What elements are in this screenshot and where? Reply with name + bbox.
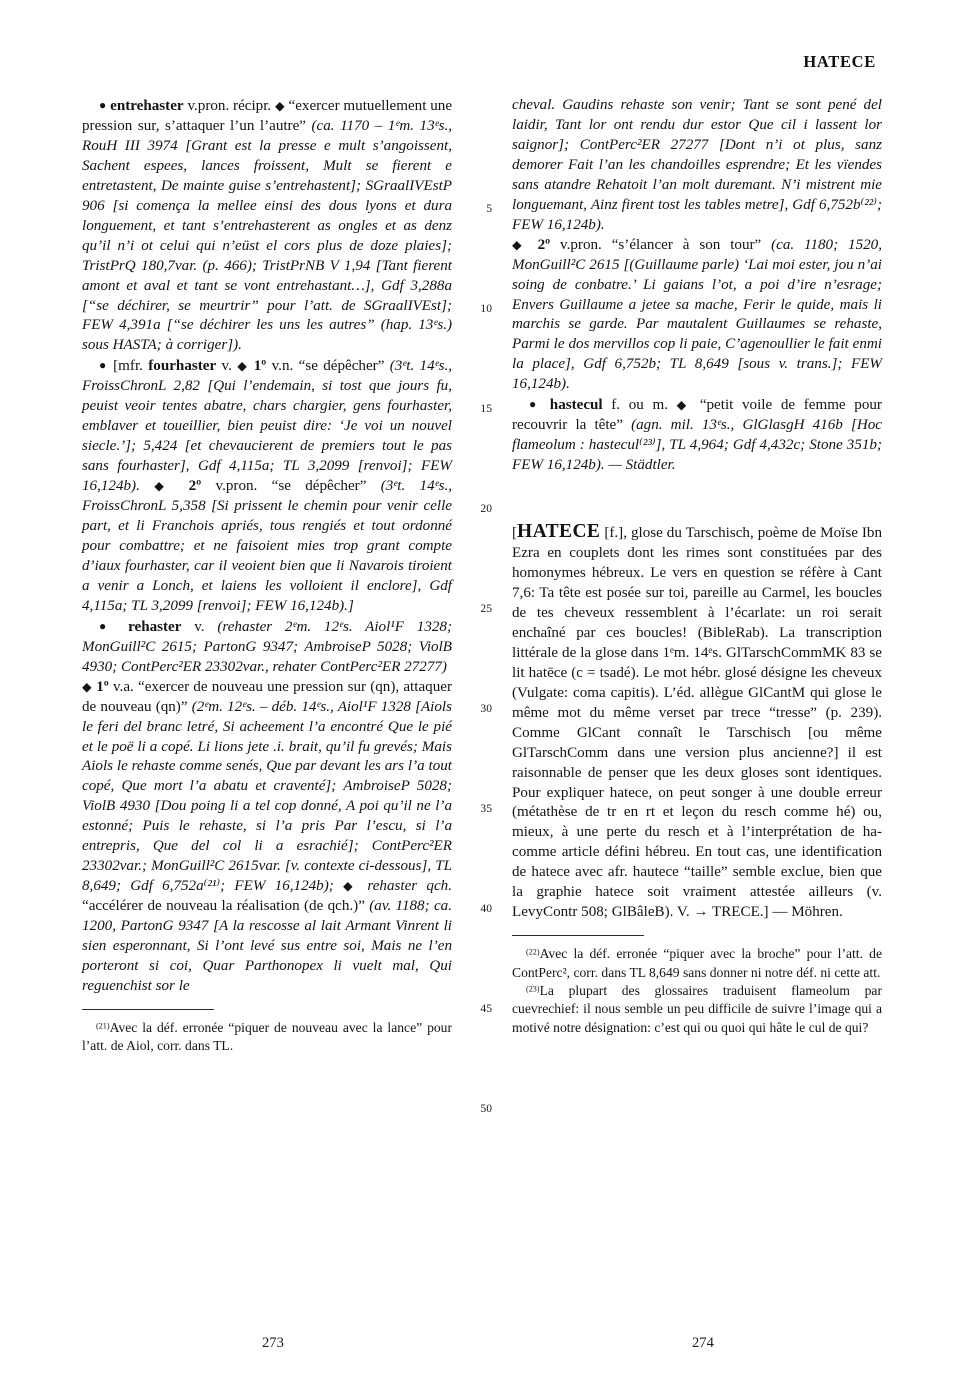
sense-number: 2º: [537, 236, 551, 253]
sense-diamond-icon: ◆: [343, 879, 359, 894]
footnote-marker: (23): [526, 984, 540, 994]
definition: “petit voile de femme pour recouvrir la tête”: [512, 397, 882, 434]
headword-hatece: HATECE: [517, 521, 601, 543]
column-right: [512, 96, 882, 1037]
sense-diamond-icon: ◆: [82, 679, 93, 694]
rehaster-continuation: [512, 96, 882, 236]
folio-right: 274: [692, 1335, 714, 1351]
sense-attestations: (3ᵉt. 14ᵉs., FroissChronL 2,82 [Qui l’endemain, si tost que jours fu, peuist veoir tentes abatre, chars chargier, gens fourhaster, emblaver et toueillier, bien peuist dire: ‘Je voi un nouvel siecle.’]; 5,424 [et chevaucierent de premiers tout le pas sans fourhaster], Gdf 4,115a; TL 3,2099 [renvoi]; FEW 16,124b).: [82, 358, 453, 495]
sense-diamond-icon: ◆: [512, 237, 528, 252]
footnote-rule: [512, 935, 644, 936]
footnote-marker: (21): [96, 1021, 110, 1031]
entry-entrehaster: [82, 96, 452, 356]
sense-grammar: v.pron.: [560, 236, 602, 253]
line-number: 5: [486, 202, 492, 215]
entry-bullet-icon: ●: [99, 98, 107, 112]
sense-number: 1º: [253, 358, 267, 375]
grammar-label: f. ou m.: [611, 397, 668, 414]
entry-body: , glose du Tarschisch, poème de Moïse Ibn Ezra en couplets dont les rimes sont constituées par des homonymes hébreux. Le vers en question se réfère à Cant 7,6: Ta tête est posée sur toi, pareille au Carmel, les boucles de tes cheveux ressemblent à l’écarlate: un roi serait enchaîné par ces boucles! (BibleRab). La transcription littérale de la glose dans 1ᵉm. 14ᵉs. GlTarschCommMK 83 se lit hatēce (c = tsadé). Le mot hébr. glosé désigne les cheveux (Vulgate: coma capitis). L’éd. allègue GlCantM qui glose le même mot du même verset par trece “tresse” (p. 239). Comme GlCant connaît le Tarschisch [ou même GlTarschComm dans une version plus ancienne?] il est raisonnable de penser que les deux gloses sont identiques. Pour expliquer hatece, on peut songer à une double erreur (métathèse de tr en rt et leçon du resch comme hé) ou, mieux, à une perte du resch et à l’interprétation de ha- comme article défini hébreu. En tout cas, une identification de hatece avec afr. hautece “taille” semble exclue, bien que la graphie hatece soit vraiment attestée ailleurs (v. LevyContr 508; GlBâleB). V. → TRECE.] — Möhren.: [512, 525, 882, 921]
line-number: 50: [480, 1102, 492, 1115]
footnote-text: Avec la déf. erronée “piquer avec la broche” pour l’att. de ContPerc², corr. dans TL 8,649 sans donner ni notre déf. ni cette att.: [512, 946, 882, 980]
headword: rehaster: [128, 618, 182, 635]
sense-definition: “exercer de nouveau une pression sur (qn), attaquer de nouveau (qn)”: [82, 678, 452, 715]
folio-left: 273: [262, 1335, 284, 1351]
sense-attestations: (ca. 1180; 1520, MonGuill²C 2615 [(Guillaume parle) ‘Lai moi ester, jou n’ai soing de conbatre.’ Li gaians l’ot, a poi d’ire n’esrage; Envers Guillaume a jetee sa mache, Ferir le quide, mais li marchis se garde. Par mautalent Guillaumes se rehaste, Parmi le dos mervillos cop li paie, C’agenoullier le fait enmi la place], Gdf 6,752b; TL 8,649 [sous v. trans.]; FEW 16,124b).: [512, 236, 882, 393]
line-number: 15: [480, 402, 492, 415]
headword: fourhaster: [148, 358, 217, 375]
bracket-open: [: [512, 525, 518, 542]
entry-rehaster: [82, 617, 452, 678]
sense-attestations: (2ᵉm. 12ᵉs. – déb. 14ᵉs., Aiol¹F 1328 [Aiols le feri del branc letré, Si acheement l’a encontré Que le pié et le poë li a copé. Li lions jete .i. brait, qu’il fu grevés; Mais Aiols le rehaste comme senés, Que par devant les ars l’a tout copé, Que mort l’a abatu et craventé]; AmbroiseP 5028; ViolB 4930 [Dou poing li a tel cop donné, A poi qu’il ne l’a estonné; Puis le rehaste, si l’a pris Par l’escu, si l’a entrepris, Que del col li a esrachié]; ContPerc²ER 23302var.; MonGuill²C 2615var. [v. contexte ci-dessous], TL 8,649; Gdf 6,752a⁽²¹⁾; FEW 16,124b);: [82, 698, 452, 895]
variant-forms: (rehaster 2ᵉm. 12ᵉs. Aiol¹F 1328; MonGuill²C 2615; PartonG 9347; AmbroiseP 5028; ViolB 4930; ContPerc²ER 23302var., rehater ContPerc²ER 27277): [82, 618, 453, 675]
subsense-definition: “accélérer de nouveau la réalisation (de qch.)”: [82, 898, 365, 915]
entry-bullet-icon: ●: [99, 358, 108, 373]
entry-fourhaster: [82, 356, 452, 616]
footnote-text: La plupart des glossaires traduisent flameolum par cuevrechief: il nous semble un peu difficile de suivre l’image qui a motivé notre désignation: c’est qui ou quoi qui hâte le cul de qui?: [512, 982, 882, 1035]
line-number: 40: [480, 902, 492, 915]
column-left: [82, 96, 452, 1056]
entry-bullet-icon: ●: [99, 618, 116, 633]
entry-hatece: [512, 522, 882, 923]
entry-spacer: [512, 476, 882, 522]
footnote-21: [82, 1019, 452, 1056]
line-number: 30: [480, 702, 492, 715]
sense-diamond-icon: ◆: [676, 398, 692, 413]
grammar-label: v.: [194, 618, 205, 635]
grammar-label: v.pron. récipr.: [187, 98, 272, 114]
subsense-attestations: (av. 1188; ca. 1200, PartonG 9347 [A la rescosse al lait Armant Vinrent li sien esperonnant, Si l’ont levé sus entre soi, Mais ne l’en porteront si coi, Quar Parthonopex li vuelt mal, Qui reguenchist sor le: [82, 898, 452, 994]
entry-hastecul: [512, 395, 882, 476]
bracket-open: [mfr.: [113, 358, 143, 375]
footnote-text: Avec la déf. erronée “piquer de nouveau avec la lance” pour l’att. de Aiol, corr. dans TL.: [82, 1019, 452, 1054]
sense-attestations: (3ᵉt. 14ᵉs., FroissChronL 5,358 [Si prissent le chemin pour venir celle part, et li Franchois apriés, tous rengiés et tout ordonné pour combattre; et ne faisoient mies trop grant compte d’iaux fourhaster, car il veoient bien que li Navarois tiroient a venir a Lonch, et laiens les volloient il enclore], Gdf 4,115a; TL 3,2099 [renvoi]; FEW 16,124b).]: [82, 478, 453, 614]
entry-rehaster-senses: [82, 678, 452, 997]
footnote-rule: [82, 1009, 214, 1010]
sense-diamond-icon: ◆: [237, 359, 249, 374]
grammar-label: v.: [221, 358, 232, 375]
footnotes-right: [512, 935, 882, 1037]
headword: entrehaster: [110, 98, 184, 114]
sense-number: 2º: [188, 478, 202, 495]
subsense-headword: rehaster qch.: [367, 878, 452, 895]
sense-diamond-icon: ◆: [154, 479, 175, 494]
line-number: 35: [480, 802, 492, 815]
sense-grammar: v.pron.: [215, 478, 258, 495]
attestations: (agn. mil. 13ᵉs., GlGlasgH 416b [Hoc flameolum : hastecul⁽²³⁾], TL 4,964; Gdf 4,432c; Stone 351b; FEW 16,124b). — Städtler.: [512, 417, 882, 474]
attestation-continuation: cheval. Gaudins rehaste son venir; Tant se sont pené del laidir, Tant lor ont rendu dur estor Que cil i lassent lor saignor]; ContPerc²ER 27277 [Dont n’i ot plus, sanz demorer Fait l’an les chandoilles esprendre; Et les vïendes sans atandre Rehatoit l’an molt duremant. N’i mistrent mie longuemant, Ainz firent tost les tables metre], Gdf 6,752b⁽²²⁾; FEW 16,124b).: [512, 97, 882, 233]
sense-number: 1º: [96, 678, 109, 695]
sense-definition: “s’élancer à son tour”: [611, 236, 762, 253]
running-head: HATECE: [803, 52, 876, 71]
line-number: 45: [480, 1002, 492, 1015]
line-number: 10: [480, 302, 492, 315]
sense-definition: “se dépêcher”: [298, 358, 385, 375]
grammar-label: [f.]: [604, 525, 624, 542]
rehaster-sense-2: [512, 236, 882, 396]
definition: “exercer mutuellement une pression sur, s’attaquer l’un l’autre”: [82, 98, 453, 134]
sense-grammar: v.n.: [271, 358, 294, 375]
line-number: 25: [480, 602, 492, 615]
footnote-23: [512, 982, 882, 1037]
headword: hastecul: [549, 397, 603, 414]
footnote-22: [512, 945, 882, 982]
footnote-marker: (22): [526, 947, 540, 957]
attestations: (ca. 1170 – 1ᵉm. 13ᵉs., RouH III 3974 [Grant est la presse e mult s’angoissent, Sachent espees, lances froissent, Mult se fierent e entretastent, De mainte guise s’entrehastent]; SGraalIVEstP 906 [si comença la mellee einsi des dous lyons et dura longuement, et tant s’entrehasterent as ongles et as denz qu’il n’i ot celui qui n’eüst el cors plus de doze plaies]; TristPrQ 180,7var. (p. 466); TristPrNB V 1,94 [Tant fierent amont et aval et tant se vont entrehastant…], Gdf 3,288a [“se déchirer, se meurtrir” pour l’att. de SGraalIVEst]; FEW 4,391a [“se déchirer les uns les autres” (hap. 13ᵉs.) sous HASTA; à corriger]).: [82, 117, 452, 354]
sense-grammar: v.a.: [112, 678, 134, 695]
body-columns: [82, 96, 882, 1311]
entry-bullet-icon: ●: [529, 397, 542, 412]
line-number: 20: [480, 502, 492, 515]
sense-diamond-icon: ◆: [275, 99, 285, 113]
sense-definition: “se dépêcher”: [271, 478, 367, 495]
footnotes-left: [82, 1009, 452, 1056]
